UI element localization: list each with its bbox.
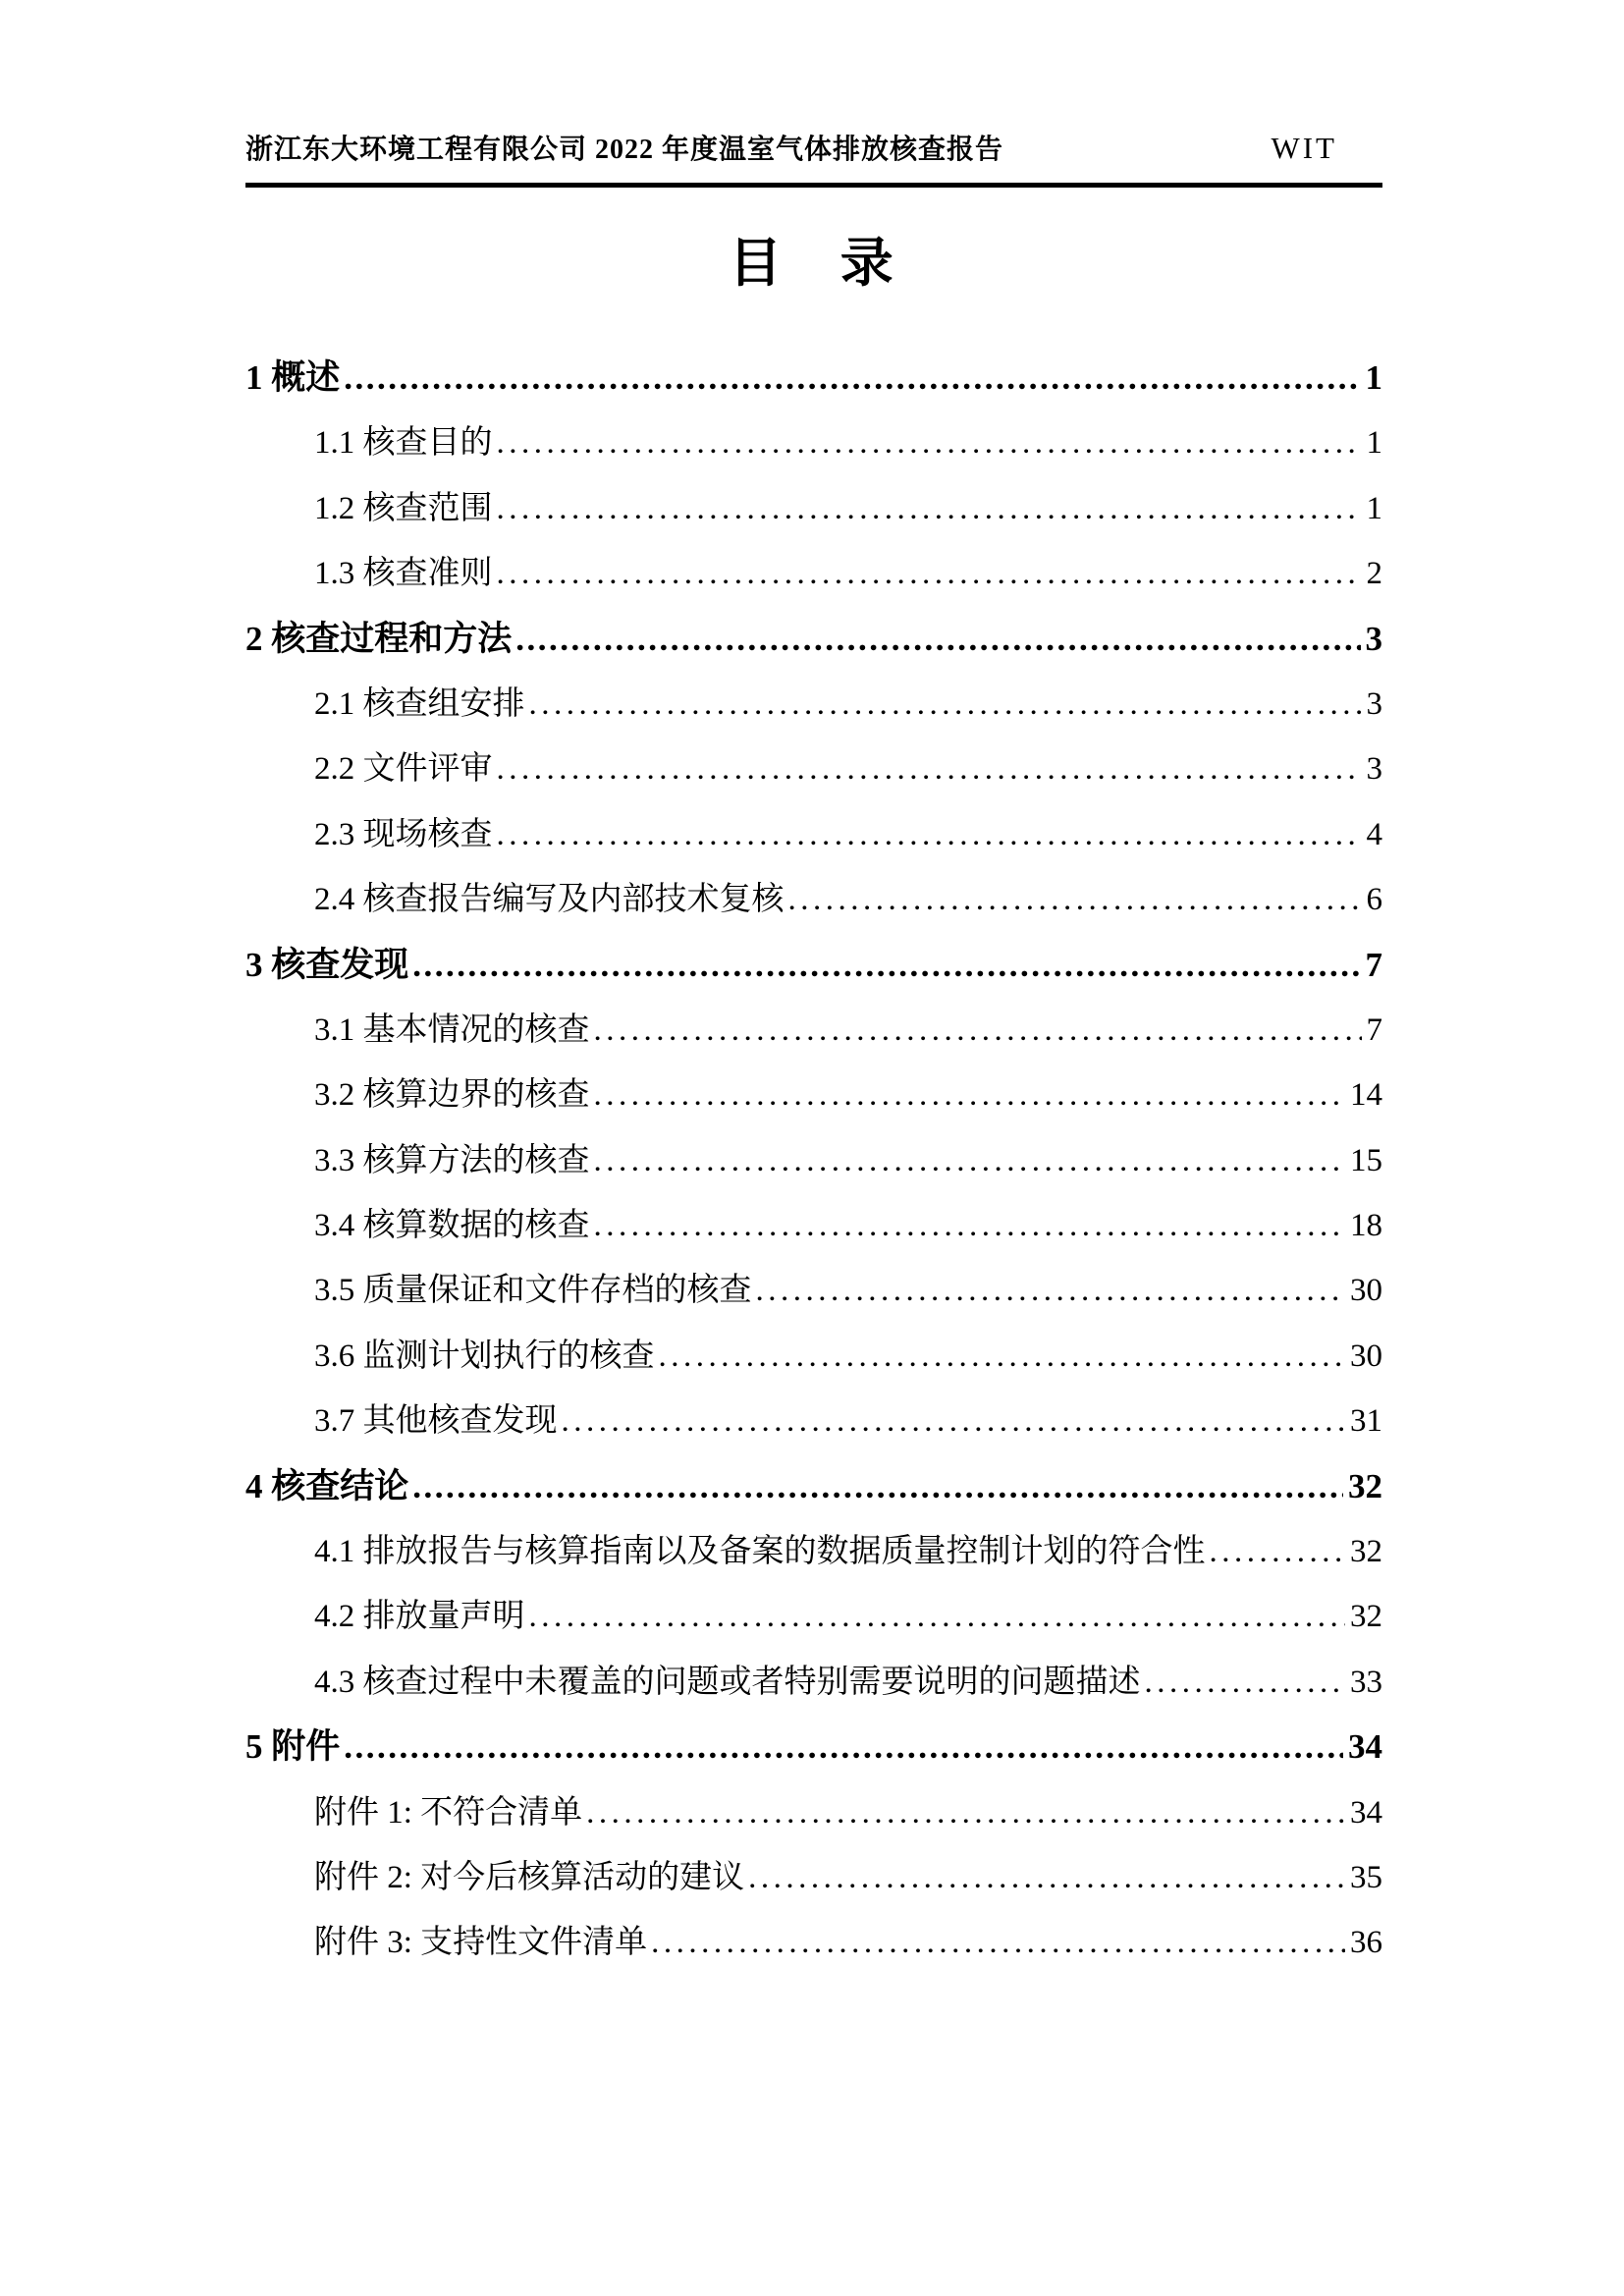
toc-dot-leader [497,815,1362,854]
toc-entry-label: 1.3 核查准则 [314,556,493,592]
toc-entry[interactable] [245,1923,1382,1988]
toc-entry[interactable] [245,815,1382,880]
toc-dot-leader [1145,1663,1346,1702]
toc-entry-label: 2.3 现场核查 [314,816,493,852]
toc-entry[interactable] [245,1206,1382,1271]
toc-entry[interactable] [245,1337,1382,1401]
toc-entry-page: 32 [1350,1599,1382,1635]
toc-entry-label: 3.2 核算边界的核查 [314,1077,590,1114]
toc-entry-page: 7 [1366,1011,1382,1048]
toc-dot-leader [344,1727,1343,1767]
toc-entry-page: 1 [1366,425,1382,462]
toc-entry-page: 33 [1350,1664,1382,1700]
toc-entry[interactable] [245,1271,1382,1336]
toc-dot-leader [1210,1532,1346,1571]
toc-dot-leader [412,1467,1343,1506]
toc-entry[interactable] [245,1597,1382,1662]
toc-entry-page: 15 [1350,1142,1382,1178]
toc-entry[interactable] [245,1141,1382,1206]
toc-entry-label: 1 概述 [245,358,341,397]
toc-entry-page: 4 [1366,816,1382,852]
toc-dot-leader [651,1923,1345,1962]
toc-entry-label: 4.2 排放量声明 [314,1599,525,1635]
toc-entry-label: 1.1 核查目的 [314,425,493,462]
toc-dot-leader [748,1858,1345,1897]
toc-dot-leader [344,358,1360,398]
toc-entry-label: 3.1 基本情况的核查 [314,1011,590,1048]
toc-dot-leader [586,1793,1345,1832]
toc-entry-label: 3.3 核算方法的核查 [314,1142,590,1178]
toc-entry[interactable] [245,946,1382,1011]
toc-entry[interactable] [245,554,1382,619]
toc-dot-leader [594,1141,1346,1180]
toc-entry[interactable] [245,1727,1382,1792]
toc-dot-leader [594,1206,1346,1245]
toc-entry-page: 1 [1366,490,1382,526]
page-title: 目 录 [729,234,899,293]
toc-entry-page: 18 [1350,1208,1382,1244]
toc-entry-page: 30 [1350,1273,1382,1309]
toc-entry-page: 32 [1350,1534,1382,1570]
header-logo-wit: WIT [1271,131,1337,165]
toc-entry[interactable] [245,880,1382,945]
toc-entry-label: 3.6 监测计划执行的核查 [314,1338,655,1374]
toc-entry-label: 附件 1: 不符合清单 [314,1794,583,1831]
toc-dot-leader [497,554,1362,593]
toc-entry-page: 3 [1365,619,1382,658]
toc-entry-page: 14 [1350,1077,1382,1114]
toc-entry-label: 4 核查结论 [245,1466,409,1505]
toc-dot-leader [497,749,1362,789]
toc-entry[interactable] [245,620,1382,684]
toc-dot-leader [497,489,1362,528]
toc-entry-label: 2 核查过程和方法 [245,619,513,658]
toc-entry-label: 2.2 文件评审 [314,751,493,788]
toc-entry[interactable] [245,1793,1382,1858]
toc-entry-page: 3 [1366,685,1382,722]
toc-entry-page: 1 [1365,358,1382,397]
toc-dot-leader [529,1597,1346,1636]
toc-entry[interactable] [245,684,1382,749]
toc-entry-page: 34 [1350,1794,1382,1831]
toc-dot-leader [788,880,1362,919]
toc-entry-label: 5 附件 [245,1727,341,1767]
toc-dot-leader [594,1011,1362,1050]
toc-entry[interactable] [245,1075,1382,1140]
toc-entry-page: 7 [1365,945,1382,984]
toc-entry[interactable] [245,749,1382,814]
toc-dot-leader [562,1401,1346,1441]
toc-dot-leader [497,423,1362,463]
header-divider [245,183,1382,188]
page-header [245,0,1382,167]
header-doc-title: 浙江东大环境工程有限公司 2022 年度温室气体排放核查报告 [245,135,1004,165]
toc-dot-leader [412,946,1360,985]
toc-entry-page: 32 [1348,1466,1382,1505]
toc-entry-label: 附件 3: 支持性文件清单 [314,1925,648,1961]
toc-entry[interactable] [245,1532,1382,1597]
toc-entry-label: 2.1 核查组安排 [314,685,525,722]
toc-entry[interactable] [245,489,1382,554]
toc-entry-label: 3.7 其他核查发现 [314,1403,558,1440]
toc-entry-label: 2.4 核查报告编写及内部技术复核 [314,882,785,918]
toc-entry[interactable] [245,358,1382,423]
toc-entry-page: 31 [1350,1403,1382,1440]
toc-entry[interactable] [245,1663,1382,1727]
toc-entry-page: 36 [1350,1925,1382,1961]
toc-entry-label: 1.2 核查范围 [314,490,493,526]
toc-entry[interactable] [245,1467,1382,1532]
toc-entry-label: 3.5 质量保证和文件存档的核查 [314,1273,752,1309]
toc-entry-page: 34 [1348,1727,1382,1767]
toc-dot-leader [515,620,1360,659]
toc-entry[interactable] [245,1858,1382,1923]
toc-entry-page: 35 [1350,1859,1382,1895]
toc-dot-leader [756,1271,1346,1310]
toc-entry[interactable] [245,1011,1382,1075]
toc-entry-page: 30 [1350,1338,1382,1374]
toc-entry-label: 3 核查发现 [245,945,409,984]
toc-dot-leader [529,684,1362,724]
toc-entry-page: 2 [1366,556,1382,592]
toc-dot-leader [594,1075,1346,1115]
toc-list [245,358,1382,1989]
toc-entry[interactable] [245,1401,1382,1466]
toc-dot-leader [659,1337,1346,1376]
toc-entry-label: 附件 2: 对今后核算活动的建议 [314,1859,745,1895]
toc-entry-label: 4.1 排放报告与核算指南以及备案的数据质量控制计划的符合性 [314,1534,1206,1570]
toc-entry-page: 6 [1366,882,1382,918]
toc-entry-label: 4.3 核查过程中未覆盖的问题或者特别需要说明的问题描述 [314,1664,1141,1700]
toc-entry-label: 3.4 核算数据的核查 [314,1208,590,1244]
toc-entry[interactable] [245,423,1382,488]
toc-entry-page: 3 [1366,751,1382,788]
